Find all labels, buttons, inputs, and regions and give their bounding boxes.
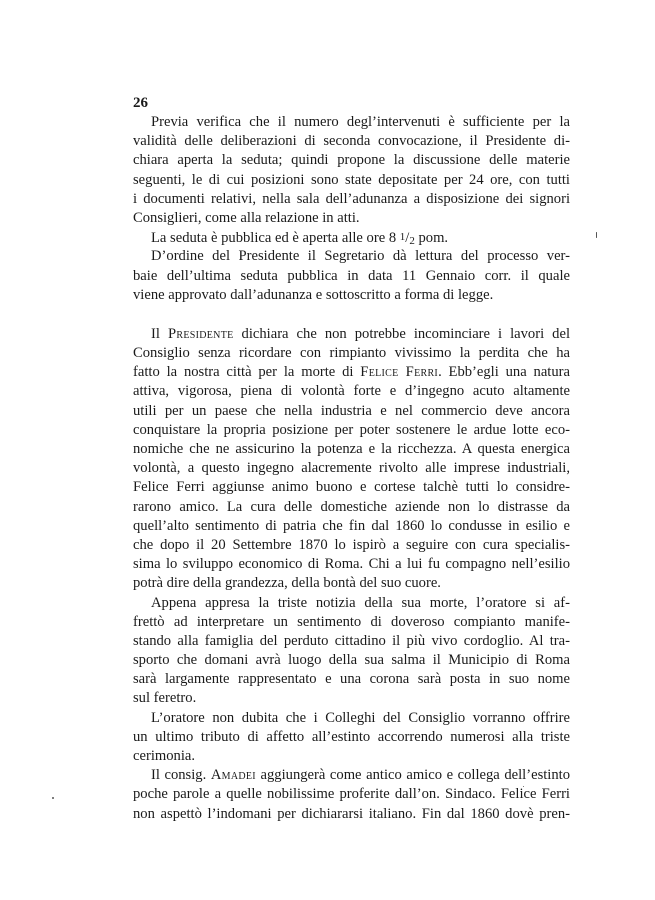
- paragraph-president-tribute: [133, 325, 570, 594]
- text-line: quell’alto sentimento di patria che fin dal 1860 lo condusse in esilio e: [133, 517, 570, 534]
- page-number: 26: [133, 95, 148, 111]
- text-fragment: . Ebb’egli una natura: [438, 364, 570, 381]
- text-line: [133, 363, 570, 382]
- text-line: sarà largamente rappresentato e una corona sarà posta in suo nome: [133, 671, 570, 688]
- text-line: [133, 766, 570, 785]
- paragraph-session-time: [133, 228, 570, 247]
- text-line: [133, 325, 570, 344]
- paragraph-amadei: [133, 766, 570, 824]
- text-line: nomiche che ne assicurino la potenza e la ricchezza. A questa energica: [133, 441, 570, 457]
- text-line: un ultimo tributo di affetto all’estinto accorrendo numerosi alla triste: [133, 728, 570, 745]
- text-line: stando alla famiglia del perduto cittadino il più vivo cordoglio. Al tra-: [133, 632, 570, 649]
- text-line: conquistare la propria posizione per poter sostenere le ardue lotte eco-: [133, 421, 570, 438]
- text-line: chiara aperta la seduta; quindi propone la discussione delle materie: [133, 152, 570, 169]
- text-fragment: aggiungerà come antico amico e collega dell’estinto: [255, 767, 570, 784]
- text-fragment: Il consig.: [151, 767, 211, 784]
- speaker-name: Amadei: [210, 767, 256, 784]
- text-line: frettò ad interpretare un sentimento di doveroso compianto manife-: [133, 613, 570, 630]
- text-line: Felice Ferri aggiunse animo buono e cortese talchè tutti lo considre-: [133, 479, 570, 496]
- speaker-name: Presidente: [167, 325, 234, 342]
- fraction-numerator: 1: [399, 231, 406, 244]
- text-line: Previa verifica che il numero degl’intervenuti è sufficiente per la: [151, 114, 570, 130]
- text-line: D’ordine del Presidente il Segretario dà lettura del processo ver-: [151, 248, 570, 265]
- text-line: attiva, vigorosa, piena di volontà forte e d’ingegno acuto altamente: [133, 383, 570, 400]
- text-line: cerimonia.: [133, 748, 195, 764]
- text-line: Consiglio senza ricordare con rimpianto vivissimo la perdita che ha: [133, 345, 570, 362]
- text-line: [133, 228, 570, 247]
- text-line: seguenti, le di cui posizioni sono state depositate per 24 ore, con tutti: [133, 171, 570, 188]
- text-fragment: dichiara che non potrebbe incominciare i lavori del: [233, 325, 570, 342]
- text-line: poche parole a quelle nobilissime proferite dall’on. Sindaco. Felice Ferri: [133, 786, 570, 803]
- text-fragment: fatto la nostra città per la morte di: [133, 364, 361, 381]
- text-line: Consiglieri, come alla relazione in atti.: [133, 209, 360, 226]
- text-line: sporto che domani avrà luogo della sua salma il Municipio di Roma: [133, 652, 570, 669]
- person-name: Felice Ferri: [360, 364, 439, 381]
- text-line: i documenti relativi, nella sala dell’adunanza a disposizione dei signori: [133, 190, 570, 207]
- text-line: non aspettò l’indomani per dichiararsi italiano. Fin dal 1860 dovè pren-: [133, 805, 570, 822]
- session-time-text: La seduta è pubblica ed è aperta alle ore 8: [151, 230, 400, 247]
- text-line: sima lo sviluppo economico di Roma. Chi a lui fu compagno nell’esilio: [133, 556, 570, 573]
- text-line: che dopo il 20 Settembre 1870 lo ispirò a seguire con cura specialis-: [133, 536, 570, 553]
- text-column: [133, 93, 570, 824]
- text-line: validità delle deliberazioni di seconda convocazione, il Presidente di-: [133, 133, 570, 150]
- paragraph-condolences: [133, 594, 570, 709]
- text-line: baie dell’ultima seduta pubblica in data 11 Gennaio corr. il quale: [133, 267, 570, 284]
- text-line: utili per un paese che nella industria e nel commercio deve ancora: [133, 402, 570, 419]
- text-line: sul feretro.: [133, 690, 197, 707]
- margin-speck: [596, 232, 597, 238]
- text-line: viene approvato dall’adunanza e sottoscritto a forma di legge.: [133, 286, 494, 303]
- text-line: rarono amico. La cura delle domestiche aziende non lo distrasse da: [133, 498, 570, 515]
- text-line: potrà dire della grandezza, della bontà del suo cuore.: [133, 575, 441, 592]
- paragraph-minutes: [133, 247, 570, 305]
- fraction-denominator: 2: [409, 235, 415, 248]
- paragraph-gap: [133, 305, 570, 325]
- session-time-suffix: pom.: [414, 230, 449, 247]
- paragraph-ceremony: [133, 709, 570, 767]
- text-line: Appena appresa la triste notizia della sua morte, l’oratore si af-: [151, 594, 570, 611]
- text-fragment: Il: [151, 325, 168, 342]
- text-line: L’oratore non dubita che i Colleghi del Consiglio vorranno offrire: [151, 709, 570, 726]
- paragraph-opening: [133, 113, 570, 228]
- fraction-separator: /: [405, 230, 410, 247]
- margin-speck: [52, 797, 54, 799]
- text-line: volontà, a questo ingegno alacremente rivolto alle imprese industriali,: [133, 460, 570, 477]
